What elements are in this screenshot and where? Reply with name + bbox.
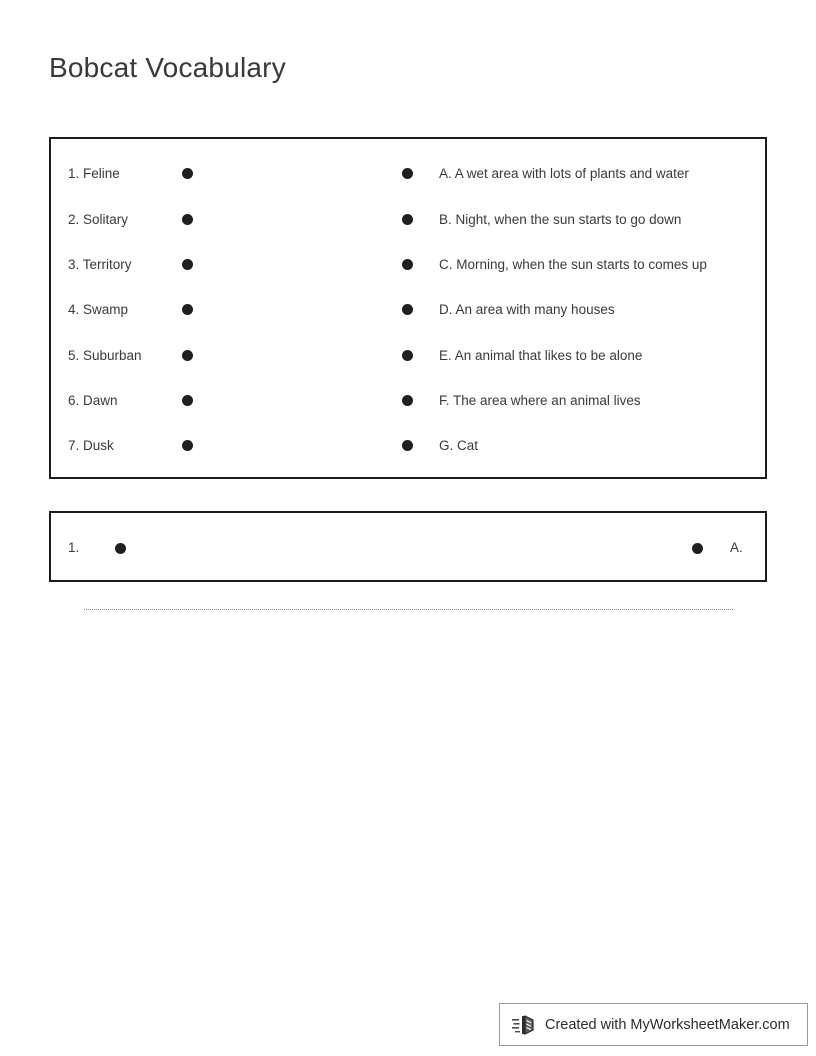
footer-attribution-badge[interactable]	[499, 1003, 808, 1046]
definition-label: C. Morning, when the sun starts to comes up	[439, 257, 707, 272]
filled-circle-icon[interactable]	[402, 214, 413, 225]
definition-label: A. A wet area with lots of plants and water	[439, 166, 689, 181]
answer-number-label: 1.	[68, 540, 80, 555]
filled-circle-icon[interactable]	[182, 168, 193, 179]
definition-label: E. An animal that likes to be alone	[439, 348, 643, 363]
term-label: 5. Suburban	[68, 348, 142, 363]
term-label: 2. Solitary	[68, 212, 129, 227]
definition-label: D. An area with many houses	[439, 302, 615, 317]
matching-row	[51, 255, 765, 275]
footer-attribution-text: Created with MyWorksheetMaker.com	[545, 1016, 790, 1033]
answer-letter-label: A.	[730, 540, 743, 555]
matching-row	[51, 436, 765, 456]
filled-circle-icon[interactable]	[182, 259, 193, 270]
page-title: Bobcat Vocabulary	[49, 52, 286, 83]
matching-row	[51, 391, 765, 411]
answer-strip-box	[49, 511, 767, 582]
filled-circle-icon[interactable]	[402, 168, 413, 179]
definition-label: F. The area where an animal lives	[439, 393, 641, 408]
filled-circle-icon[interactable]	[402, 259, 413, 270]
matching-row	[51, 210, 765, 230]
filled-circle-icon[interactable]	[182, 214, 193, 225]
filled-circle-icon[interactable]	[402, 304, 413, 315]
definition-label: B. Night, when the sun starts to go down	[439, 212, 682, 227]
term-label: 6. Dawn	[68, 393, 118, 408]
matching-row	[51, 164, 765, 184]
term-label: 4. Swamp	[68, 302, 129, 317]
matching-exercise-box	[49, 137, 767, 479]
filled-circle-icon[interactable]	[182, 395, 193, 406]
term-label: 1. Feline	[68, 166, 120, 181]
myworksheetmaker-logo-icon	[512, 1014, 538, 1036]
matching-row	[51, 300, 765, 320]
filled-circle-icon[interactable]	[402, 440, 413, 451]
matching-row	[51, 346, 765, 366]
filled-circle-icon[interactable]	[115, 543, 126, 554]
filled-circle-icon[interactable]	[182, 440, 193, 451]
filled-circle-icon[interactable]	[402, 350, 413, 361]
filled-circle-icon[interactable]	[182, 304, 193, 315]
filled-circle-icon[interactable]	[182, 350, 193, 361]
definition-label: G. Cat	[439, 438, 479, 453]
cut-line-divider	[84, 609, 733, 610]
term-label: 3. Territory	[68, 257, 132, 272]
filled-circle-icon[interactable]	[402, 395, 413, 406]
term-label: 7. Dusk	[68, 438, 114, 453]
filled-circle-icon[interactable]	[692, 543, 703, 554]
